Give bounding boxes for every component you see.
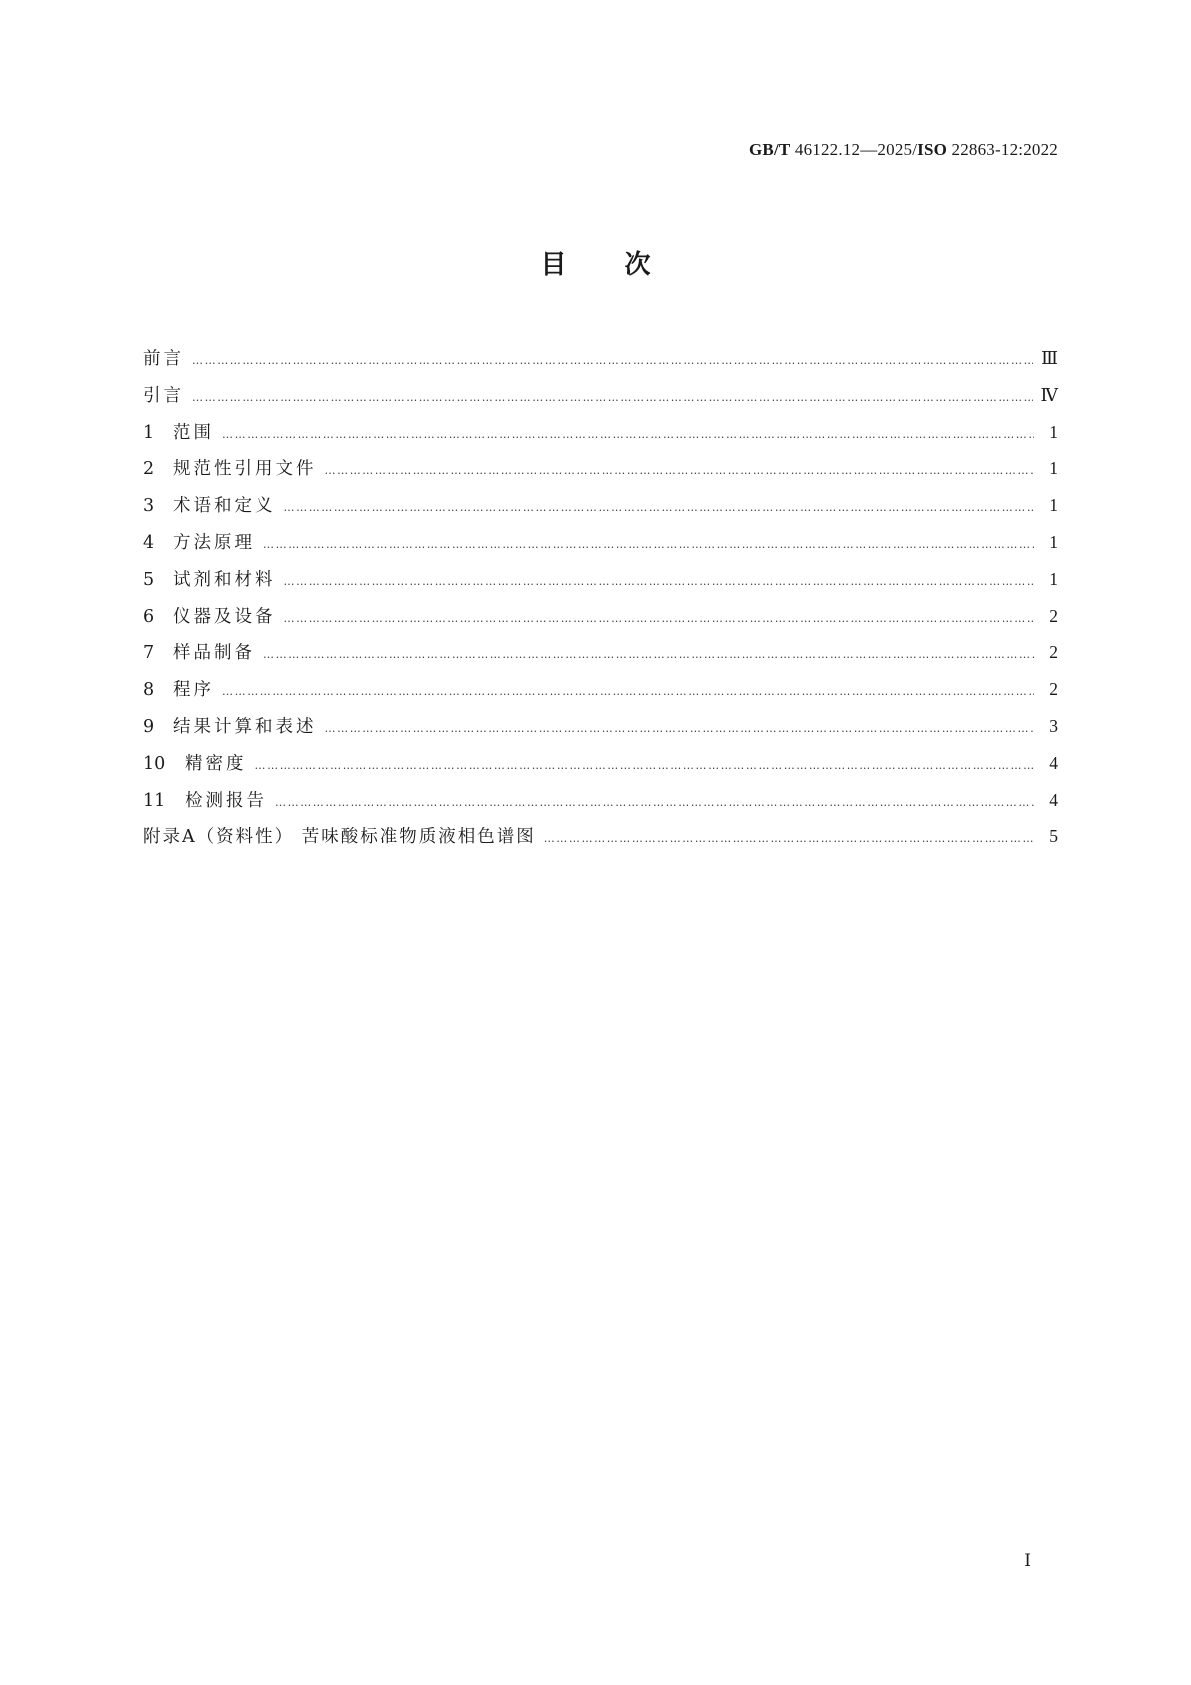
toc-item-label: 引言 [143,385,184,406]
toc-leader-dots [325,453,1035,490]
toc-item-label: 8 程序 [143,672,214,709]
toc-item-page: 2 [1049,605,1058,626]
toc-item-number: 8 [143,680,155,701]
toc-item-page: 2 [1049,679,1058,700]
toc-item-page: 4 [1049,752,1058,773]
toc-item-procedure[interactable] [143,671,1058,708]
toc-item-page: 3 [1049,715,1058,736]
toc-item-page: Ⅲ [1041,348,1058,368]
toc-item-number: 3 [143,496,155,517]
std-number: 46122.12—2025/ [790,140,918,159]
iso-prefix: ISO [917,140,948,159]
toc-leader-dots [544,821,1034,858]
toc-leader-dots [255,748,1035,785]
page-title: 目次 [540,250,709,280]
toc-item-number: 7 [143,643,155,664]
toc-item-label: 10 精密度 [143,746,247,783]
toc-item-page: 2 [1049,642,1058,663]
toc-item-normative-references[interactable] [143,450,1058,487]
toc-item-test-report[interactable] [143,782,1058,819]
toc-item-number: 5 [143,569,155,590]
table-of-contents [143,340,1058,855]
toc-item-foreword[interactable] [143,340,1058,377]
toc-leader-dots [222,674,1034,711]
toc-leader-dots [275,785,1034,822]
toc-item-apparatus[interactable] [143,598,1058,635]
page-number: Ⅰ [1024,1551,1031,1570]
toc-item-label: 附录A（资料性） 苦味酸标准物质液相色谱图 [143,827,536,848]
toc-item-page: 1 [1049,421,1058,442]
toc-item-scope[interactable] [143,414,1058,451]
toc-item-label: 3 术语和定义 [143,488,276,525]
toc-item-number: 1 [143,422,155,443]
toc-item-label: 1 范围 [143,415,214,452]
toc-leader-dots [325,711,1035,748]
toc-item-label: 6 仪器及设备 [143,599,276,636]
toc-item-label: 9 结果计算和表述 [143,709,317,746]
toc-item-number: 2 [143,459,155,480]
iso-number: 22863-12:2022 [947,140,1058,159]
toc-item-number: 9 [143,716,155,737]
toc-leader-dots [284,564,1035,601]
toc-item-label: 11 检测报告 [143,783,267,820]
toc-item-principle[interactable] [143,524,1058,561]
toc-leader-dots [222,417,1034,454]
toc-item-annex-a[interactable] [143,818,1058,855]
toc-item-calculation[interactable] [143,708,1058,745]
toc-item-number: 11 [143,790,166,811]
toc-item-reagents[interactable] [143,561,1058,598]
toc-leader-dots [263,527,1034,564]
toc-item-number: 6 [143,606,155,627]
toc-item-label: 2 规范性引用文件 [143,451,317,488]
toc-item-page: 1 [1049,531,1058,552]
toc-item-introduction[interactable] [143,377,1058,414]
toc-item-label: 前言 [143,349,184,369]
toc-leader-dots [192,380,1033,417]
toc-item-number: 4 [143,532,155,553]
toc-item-page: 4 [1049,789,1058,810]
toc-item-page: 1 [1049,568,1058,589]
toc-leader-dots [192,343,1033,380]
toc-item-terms-definitions[interactable] [143,487,1058,524]
toc-item-label: 5 试剂和材料 [143,562,276,599]
toc-item-page: Ⅳ [1040,384,1058,405]
toc-leader-dots [263,637,1034,674]
toc-item-precision[interactable] [143,745,1058,782]
toc-leader-dots [284,601,1035,638]
toc-item-page: 1 [1049,458,1058,479]
toc-item-sample-preparation[interactable] [143,634,1058,671]
std-prefix: GB/T [748,140,791,159]
toc-item-label: 4 方法原理 [143,525,255,562]
standard-header [749,140,1058,160]
toc-item-page: 1 [1049,495,1058,516]
toc-leader-dots [284,490,1035,527]
toc-item-label: 7 样品制备 [143,635,255,672]
toc-item-page: 5 [1049,826,1058,847]
toc-item-number: 10 [143,753,166,774]
